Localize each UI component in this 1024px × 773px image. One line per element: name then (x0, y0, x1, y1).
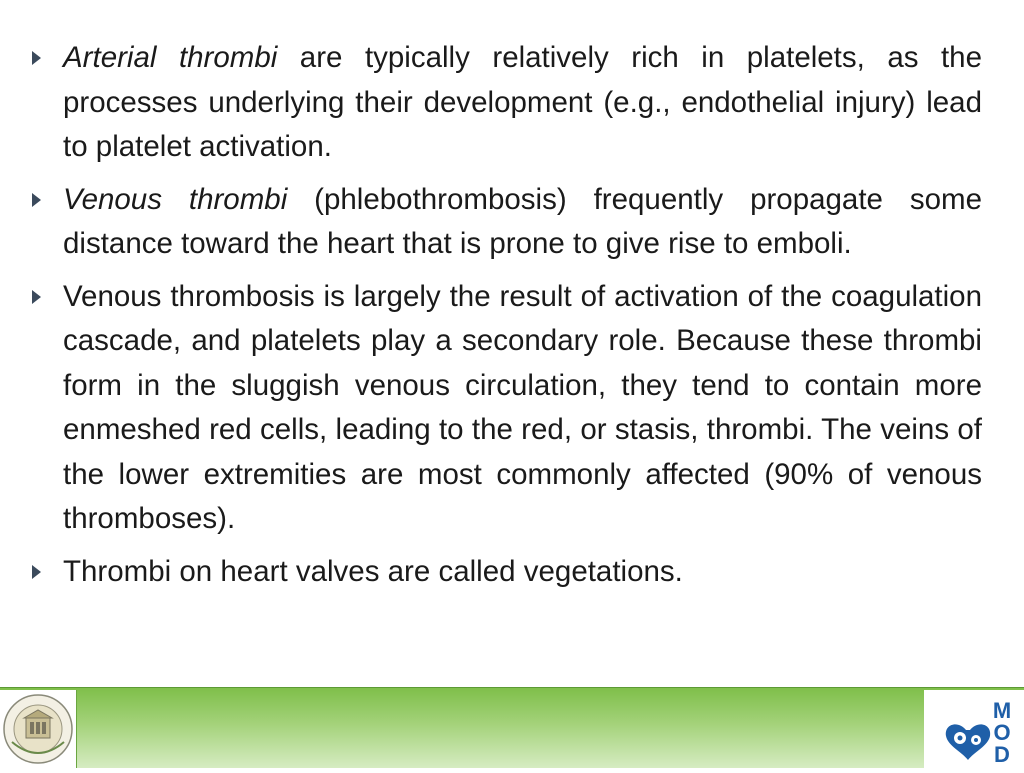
bullet-item (30, 275, 982, 542)
bullet-text: Venous thrombosis is largely the result of activation of the coagulation cascade, and platelets play a secondary role. Because these thrombi form in the sluggish venous circulation, they tend to contain more enmeshed red cells, leading to the red, or stasis, thrombi. The veins of the lower extremities are most commonly affected (90% of venous thromboses). (63, 279, 982, 535)
bullet-lead-italic: Arterial thrombi (63, 41, 278, 74)
svg-text:O: O (993, 720, 1011, 745)
bullet-text: Thrombi on heart valves are called vegetations. (63, 554, 683, 588)
university-seal (0, 690, 77, 768)
bullet-item (30, 36, 982, 170)
bullet-arrow-icon (32, 193, 41, 207)
bullet-text: are typically relatively rich in platelets, as the processes underlying their development (e.g., endothelial injury) lead to platelet activation. (63, 41, 982, 163)
bullet-arrow-icon (32, 290, 41, 304)
university-seal-icon (0, 690, 76, 768)
bullet-text: (phlebothrombosis) frequently propagate some distance toward the heart that is prone to give rise to emboli. (63, 182, 982, 260)
bullet-item (30, 550, 982, 595)
footer-bar (0, 688, 1024, 768)
bullet-item (30, 178, 982, 267)
bullet-arrow-icon (32, 565, 41, 579)
bullet-arrow-icon (32, 51, 41, 65)
svg-text:M: M (992, 698, 1012, 723)
svg-text:D: D (994, 742, 1010, 767)
slide-body (30, 36, 982, 602)
mod-logo-icon (924, 690, 1024, 768)
mod-logo (924, 690, 1024, 768)
bullet-lead-italic: Venous thrombi (63, 182, 288, 216)
